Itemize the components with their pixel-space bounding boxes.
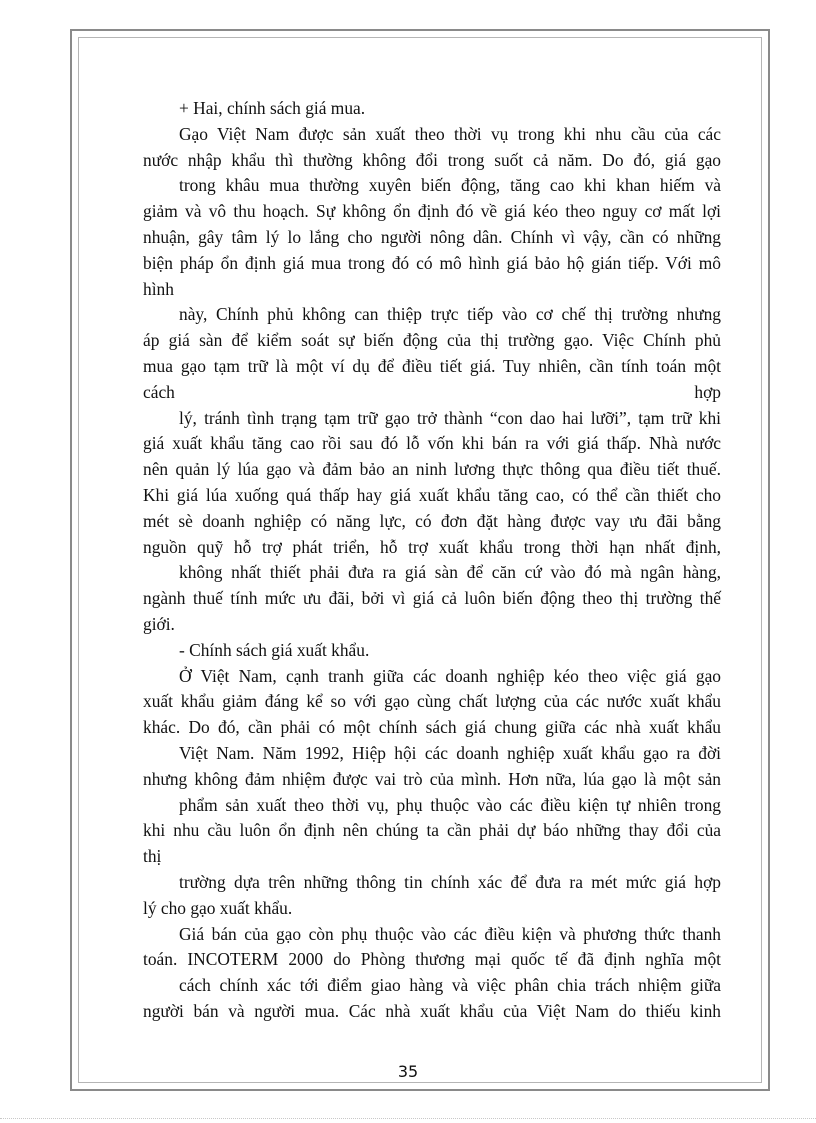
- text-line: Ở Việt Nam, cạnh tranh giữa các doanh nghiệp kéo theo việc giá gạo: [179, 665, 721, 686]
- text-line: này, Chính phủ không can thiệp trực tiếp vào cơ chế thị trường nhưng: [179, 304, 721, 325]
- page-bottom-divider: [0, 1118, 816, 1119]
- text-line: trường dựa trên những thông tin chính xác để đưa ra mét mức giá hợp: [179, 871, 721, 892]
- text-line: nước nhập khẩu thì thường không đổi trong suốt cả năm. Do đó, giá gạo: [143, 149, 721, 170]
- text-line: thị: [143, 846, 162, 867]
- text-line: cách hợp: [143, 381, 721, 402]
- text-line: hình: [143, 278, 174, 299]
- text-line: lý cho gạo xuất khẩu.: [143, 897, 293, 918]
- text-line: giới.: [143, 613, 175, 634]
- text-line: trong khâu mua thường xuyên biến động, tăng cao khi khan hiếm và: [179, 175, 721, 196]
- text-line: lý, tránh tình trạng tạm trữ gạo trở thành “con dao hai lưỡi”, tạm trữ khi: [179, 407, 721, 428]
- text-line: khác. Do đó, cần phải có một chính sách giá chung giữa các nhà xuất khẩu: [143, 717, 721, 738]
- document-body: [143, 96, 721, 1025]
- text-line: - Chính sách giá xuất khẩu.: [179, 639, 370, 660]
- text-line: toán. INCOTERM 2000 do Phòng thương mại quốc tế đã định nghĩa một: [143, 949, 721, 970]
- page-number: 35: [397, 1062, 419, 1081]
- text-line: Khi giá lúa xuống quá thấp hay giá xuất khẩu tăng cao, có thể cần thiết cho: [143, 484, 721, 505]
- text-line: áp giá sàn để kiểm soát sự biến động của thị trường gạo. Việc Chính phủ: [143, 330, 721, 351]
- text-line: giảm và vô thu hoạch. Sự không ổn định đó về giá kéo theo nguy cơ mất lợi: [143, 201, 721, 222]
- text-line: Gạo Việt Nam được sản xuất theo thời vụ trong khi nhu cầu của các: [179, 123, 721, 144]
- text-line: khi nhu cầu luôn ổn định nên chúng ta cần phải dự báo những thay đổi của: [143, 820, 721, 841]
- text-line: giá xuất khẩu tăng cao rồi sau đó lỗ vốn khi bán ra với giá thấp. Nhà nước: [143, 433, 721, 454]
- text-line: không nhất thiết phải đưa ra giá sàn để căn cứ vào đó mà ngân hàng,: [179, 562, 721, 583]
- text-line: nên quản lý lúa gạo và đảm bảo an ninh lương thực thông qua điều tiết thuế.: [143, 459, 721, 480]
- text-line: nhưng không đảm nhiệm được vai trò của mình. Hơn nữa, lúa gạo là một sản: [143, 768, 721, 789]
- text-line: + Hai, chính sách giá mua.: [179, 98, 366, 118]
- text-line: cách chính xác tới điểm giao hàng và việc phân chia trách nhiệm giữa: [179, 975, 721, 996]
- text-line: phẩm sản xuất theo thời vụ, phụ thuộc vào các điều kiện tự nhiên trong: [179, 794, 721, 815]
- text-line: người bán và người mua. Các nhà xuất khẩu của Việt Nam do thiếu kinh: [143, 1000, 721, 1021]
- text-line: Việt Nam. Năm 1992, Hiệp hội các doanh nghiệp xuất khẩu gạo ra đời: [179, 742, 721, 763]
- text-line: nguồn quỹ hỗ trợ phát triển, hỗ trợ xuất khẩu trong thời hạn nhất định,: [143, 536, 721, 557]
- text-line: xuất khẩu giảm đáng kể so với gạo cùng chất lượng của các nước xuất khẩu: [143, 691, 721, 712]
- text-line: mét sè doanh nghiệp có năng lực, có đơn đặt hàng được vay ưu đãi bằng: [143, 510, 721, 531]
- text-line: Giá bán của gạo còn phụ thuộc vào các điều kiện và phương thức thanh: [179, 923, 721, 944]
- text-line: biện pháp ổn định giá mua trong đó có mô hình giá bảo hộ gián tiếp. Với mô: [143, 252, 721, 273]
- text-line: mua gạo tạm trữ là một ví dụ để điều tiết giá. Tuy nhiên, cần tính toán một: [143, 355, 721, 376]
- text-line: ngành thuế tính mức ưu đãi, bởi vì giá cả luôn biến động theo thị trường thế: [143, 588, 721, 609]
- text-line: nhuận, gây tâm lý lo lắng cho người nông dân. Chính vì vậy, cần có những: [143, 226, 721, 247]
